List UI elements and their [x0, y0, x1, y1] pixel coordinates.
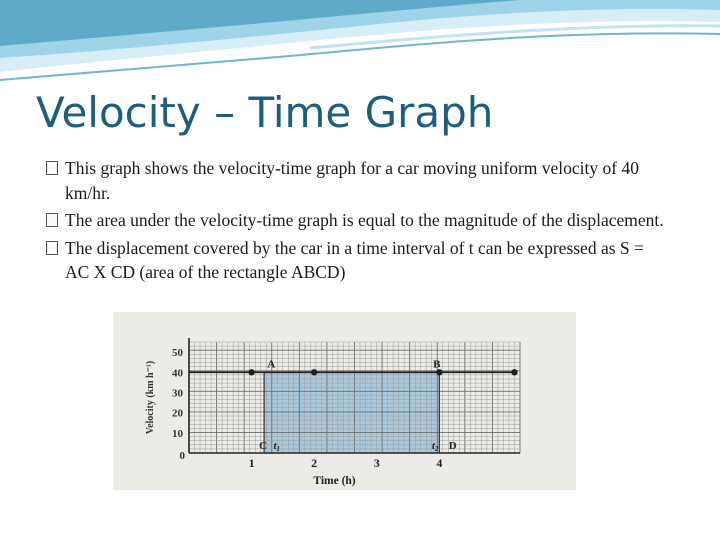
y-tick-label: 50 [172, 347, 183, 360]
y-tick-label: 40 [172, 367, 183, 380]
x-tick-label: 4 [436, 456, 443, 470]
bullet-list [46, 156, 666, 288]
y-axis-label: Velocity (km h⁻¹) [145, 360, 156, 435]
x-tick-label: 1 [248, 456, 255, 470]
y-tick-label: 20 [172, 407, 183, 420]
bullet-box-icon [46, 161, 58, 175]
x-axis-label: Time (h) [313, 475, 356, 487]
data-point-marker [511, 369, 517, 375]
bullet-text: The displacement covered by the car in a time interval of t can be expressed as S = AC X CD (area of the rectangle ABCD) [65, 237, 644, 282]
bullet-text: This graph shows the velocity-time graph for a car moving uniform velocity of 40 km/hr. [65, 158, 639, 203]
point-label: C [259, 440, 268, 452]
header-wave-decoration [0, 0, 720, 90]
origin-label: 0 [179, 450, 185, 462]
point-label: A [267, 358, 276, 371]
time-label: t1 [273, 440, 281, 453]
bullet-item [46, 156, 666, 205]
bullet-item [46, 208, 666, 233]
y-tick-label: 30 [172, 387, 183, 400]
x-tick-label: 3 [373, 456, 380, 470]
y-tick-label: 10 [172, 427, 183, 440]
velocity-time-graph [113, 312, 576, 490]
data-point-marker [311, 369, 317, 375]
point-label: D [448, 440, 457, 452]
graph-grid [189, 342, 520, 453]
time-label: t2 [431, 440, 439, 453]
bullet-box-icon [46, 241, 58, 255]
bullet-text: The area under the velocity-time graph is equal to the magnitude of the displacement. [65, 210, 664, 230]
bullet-item [46, 236, 666, 285]
bullet-box-icon [46, 213, 58, 227]
x-tick-label: 2 [311, 456, 318, 470]
data-point-marker [248, 369, 254, 375]
point-label: B [433, 358, 441, 371]
slide-title: Velocity – Time Graph [36, 88, 494, 137]
